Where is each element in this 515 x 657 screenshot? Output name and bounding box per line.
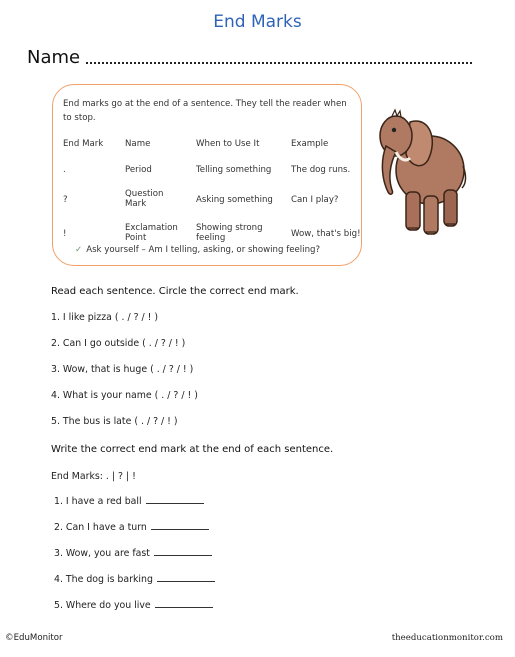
checkmark-icon: ✓ <box>75 245 83 255</box>
answer-blank[interactable] <box>151 521 209 530</box>
part1-heading: Read each sentence. Circle the correct end mark. <box>51 286 299 297</box>
tip-line <box>75 245 320 255</box>
table-cell: ! <box>63 229 67 239</box>
name-line <box>27 44 472 68</box>
end-marks-info-box <box>52 84 362 266</box>
table-cell: Question Mark <box>125 189 164 209</box>
part2-item-text: 2. Can I have a turn <box>54 522 147 533</box>
answer-blank[interactable] <box>146 495 204 504</box>
answer-blank[interactable] <box>157 573 215 582</box>
part2-item <box>54 495 204 507</box>
page-title: End Marks <box>213 12 302 32</box>
table-cell: Exclamation Point <box>125 223 178 243</box>
part2-item <box>54 547 212 559</box>
part2-item <box>54 573 215 585</box>
table-cell: ? <box>63 195 68 205</box>
part1-item: 1. I like pizza ( . / ? / ! ) <box>51 312 159 323</box>
part2-item-text: 4. The dog is barking <box>54 574 153 585</box>
part2-item <box>54 521 209 533</box>
part1-item: 2. Can I go outside ( . / ? / ! ) <box>51 338 186 349</box>
part2-item-text: 3. Wow, you are fast <box>54 548 150 559</box>
table-cell: Telling something <box>196 165 272 175</box>
table-cell: . <box>63 165 66 175</box>
table-cell: The dog runs. <box>291 165 351 175</box>
part2-item-text: 1. I have a red ball <box>54 496 142 507</box>
table-cell: Can I play? <box>291 195 339 205</box>
info-intro: End marks go at the end of a sentence. They tell the reader when to stop. <box>63 99 347 123</box>
part2-item-text: 5. Where do you live <box>54 600 151 611</box>
answer-blank[interactable] <box>155 599 213 608</box>
table-cell: Period <box>125 165 152 175</box>
part2-item <box>54 599 213 611</box>
footer-copyright: ©EduMonitor <box>5 633 63 643</box>
part2-heading: Write the correct end mark at the end of each sentence. <box>51 444 334 455</box>
answer-blank[interactable] <box>154 547 212 556</box>
tip-text: Ask yourself – Am I telling, asking, or showing feeling? <box>86 245 321 255</box>
part1-item: 3. Wow, that is huge ( . / ? / ! ) <box>51 364 194 375</box>
footer-website[interactable]: theeducationmonitor.com <box>391 633 503 643</box>
part1-item: 4. What is your name ( . / ? / ! ) <box>51 390 198 401</box>
table-cell: Asking something <box>196 195 273 205</box>
table-cell: Wow, that's big! <box>291 229 361 239</box>
table-header: End Mark <box>63 139 104 149</box>
table-header: When to Use It <box>196 139 260 149</box>
table-header: Example <box>291 139 329 149</box>
table-row <box>63 189 355 217</box>
part1-item: 5. The bus is late ( . / ? / ! ) <box>51 416 178 427</box>
table-header: Name <box>125 139 151 149</box>
name-label: Name <box>27 47 81 68</box>
name-writing-line <box>86 61 472 64</box>
table-header-row <box>63 139 355 167</box>
end-marks-legend: End Marks: . | ? | ! <box>51 471 136 482</box>
table-cell: Showing strong feeling <box>196 223 263 243</box>
elephant-icon <box>372 100 468 240</box>
